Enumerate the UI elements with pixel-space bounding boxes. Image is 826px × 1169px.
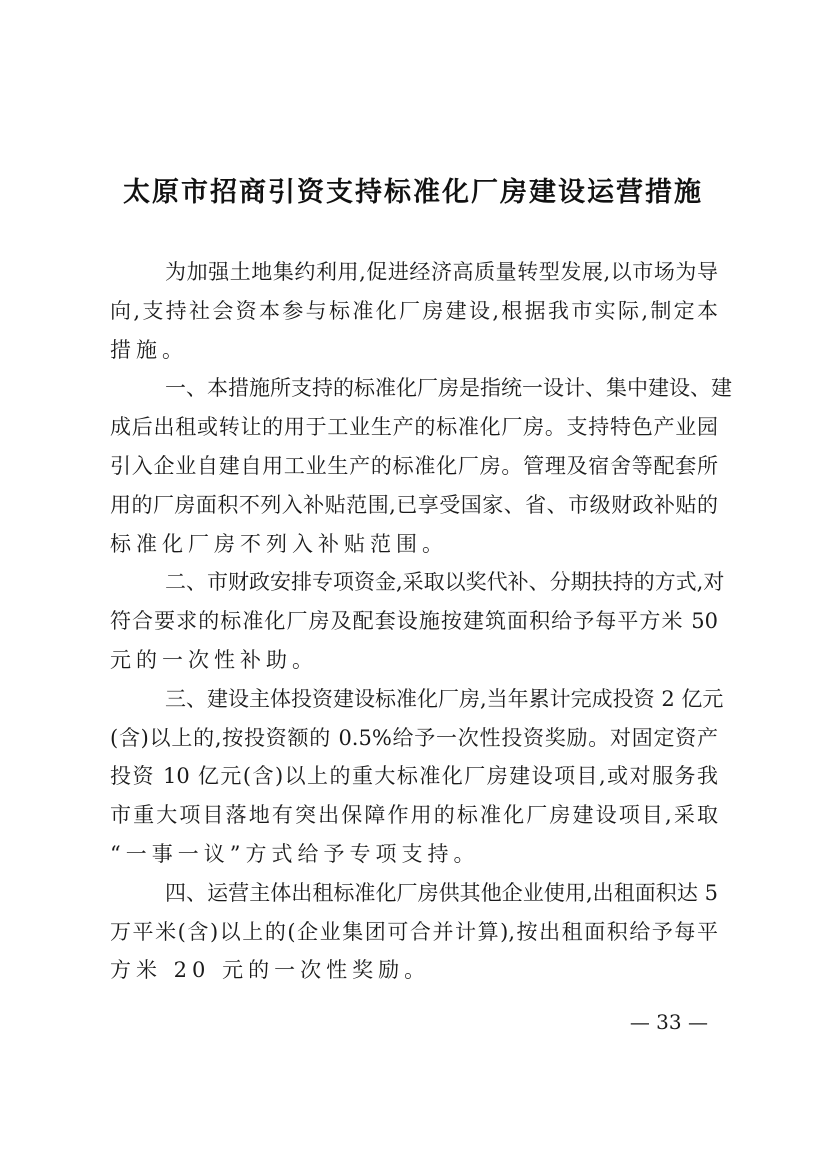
page-number: — 33 — <box>629 1010 708 1034</box>
text-line: 标准化厂房不列入补贴范围。 <box>110 531 448 556</box>
paragraph <box>110 563 725 679</box>
text-line: 向,支持社会资本参与标准化厂房建设,根据我市实际,制定本 <box>110 298 718 323</box>
paragraph <box>110 253 718 369</box>
text-line: 万平米(含)以上的(企业集团可合并计算),按出租面积给予每平 <box>110 919 718 944</box>
paragraph <box>110 874 718 990</box>
text-line: 符合要求的标准化厂房及配套设施按建筑面积给予每平方米 50 <box>110 609 718 634</box>
document-body <box>110 253 732 990</box>
text-line: 市重大项目落地有突出保障作用的标准化厂房建设项目,采取 <box>110 803 718 828</box>
text-line: 三、建设主体投资建设标准化厂房,当年累计完成投资 2 亿元 <box>165 686 724 711</box>
text-line: 用的厂房面积不列入补贴范围,已享受国家、省、市级财政补贴的 <box>110 492 718 517</box>
text-line: 措施。 <box>110 337 188 362</box>
text-line: 投资 10 亿元(含)以上的重大标准化厂房建设项目,或对服务我 <box>110 764 718 789</box>
text-line: 方米 20 元的一次性奖励。 <box>110 958 431 983</box>
text-line: 四、运营主体出租标准化厂房供其他企业使用,出租面积达 5 <box>165 880 718 905</box>
text-line: 二、市财政安排专项资金,采取以奖代补、分期扶持的方式,对 <box>165 570 725 595</box>
text-line: 元的一次性补助。 <box>110 647 318 672</box>
text-line: 引入企业自建自用工业生产的标准化厂房。管理及宿舍等配套所 <box>110 453 718 478</box>
paragraph <box>110 369 732 563</box>
document-title: 太原市招商引资支持标准化厂房建设运营措施 <box>123 177 703 208</box>
text-line: 为加强土地集约利用,促进经济高质量转型发展,以市场为导 <box>165 260 718 284</box>
text-line: 一、本措施所支持的标准化厂房是指统一设计、集中建设、建 <box>165 376 732 401</box>
paragraph <box>110 680 724 874</box>
text-line: “一事一议”方式给予专项支持。 <box>110 841 480 866</box>
text-line: (含)以上的,按投资额的 0.5%给予一次性投资奖励。对固定资产 <box>110 725 718 750</box>
text-line: 成后出租或转让的用于工业生产的标准化厂房。支持特色产业园 <box>110 415 718 440</box>
